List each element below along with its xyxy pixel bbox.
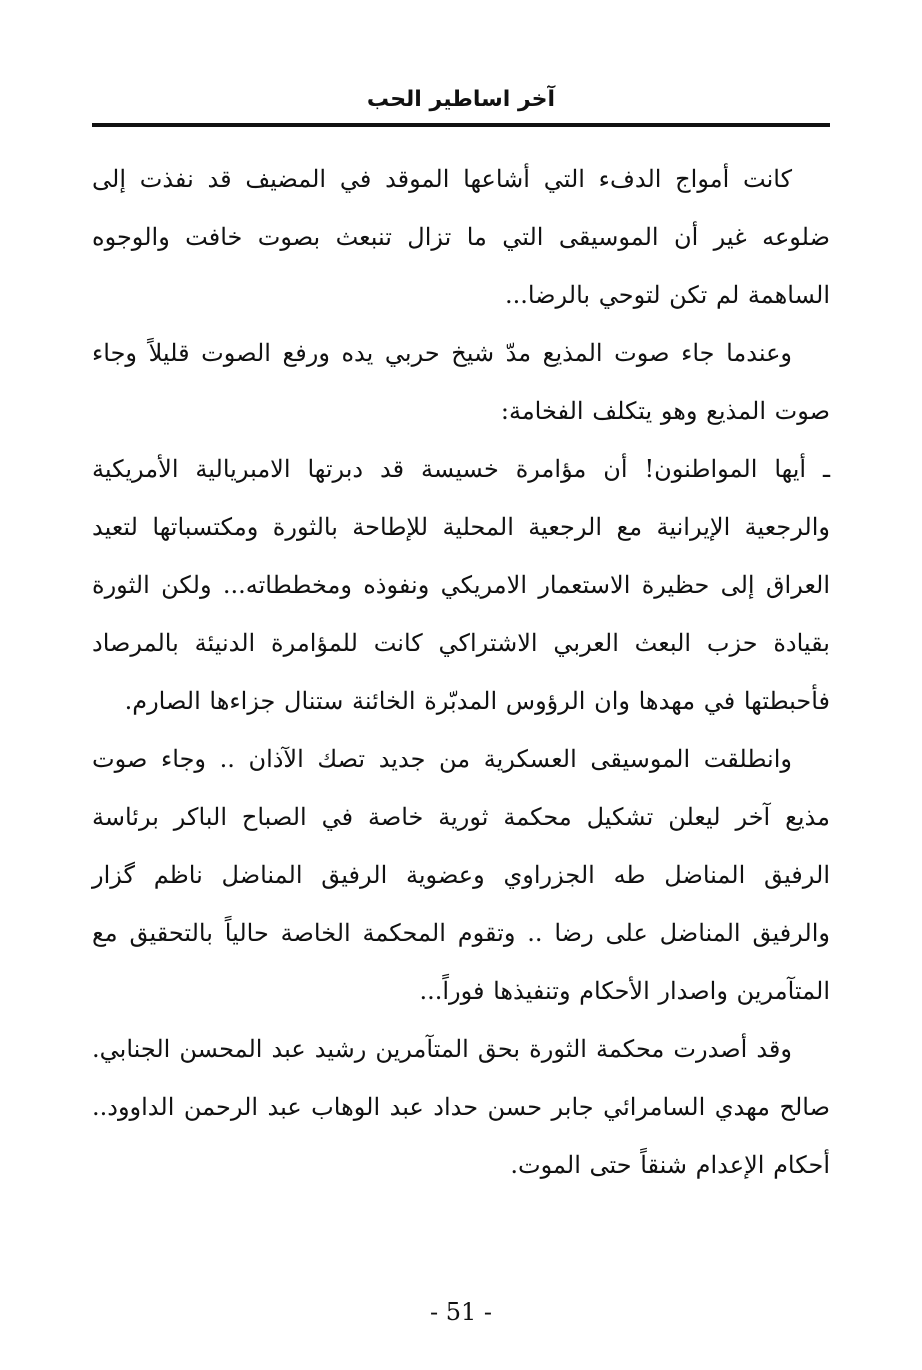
paragraph-3: ـ أيها المواطنون! أن مؤامرة خسيسة قد دبرتها الامبريالية الأمريكية والرجعية الإيرانية مع الرجعية المحلية للإطاحة بالثورة ومكتسباتها لتعيد العراق إلى حظيرة الاستعمار الامريكي ونفوذه ومخططاته... ولكن الثورة بقيادة حزب البعث العربي الاشتراكي كانت للمؤامرة الدنيئة بالمرصاد فأحبطتها في مهدها وان الرؤوس المدبّرة الخائنة ستنال جزاءها الصارم. — [92, 455, 830, 715]
page-number: - 51 - — [429, 1298, 492, 1326]
running-header-title: آخر اساطير الحب — [366, 87, 556, 112]
paragraph-4: وانطلقت الموسيقى العسكرية من جديد تصك الآذان .. وجاء صوت مذيع آخر ليعلن تشكيل محكمة ثورية خاصة في الصباح الباكر برئاسة الرفيق المناضل طه الجزراوي وعضوية الرفيق المناضل ناظم گزار والرفيق المناضل على رضا .. وتقوم المحكمة الخاصة حالياً بالتحقيق مع المتآمرين واصدار الأحكام وتنفيذها فوراً... — [92, 745, 830, 1005]
header-rule — [92, 123, 830, 127]
paragraph-2: وعندما جاء صوت المذيع مدّ شيخ حربي يده ورفع الصوت قليلاً وجاء صوت المذيع وهو يتكلف الفخامة: — [92, 339, 830, 425]
paragraph-1: كانت أمواج الدفء التي أشاعها الموقد في المضيف قد نفذت إلى ضلوعه غير أن الموسيقى التي ما تزال تنبعث بصوت خافت والوجوه الساهمة لم تكن لتوحي بالرضا... — [92, 165, 830, 309]
paragraph-5: وقد أصدرت محكمة الثورة بحق المتآمرين رشيد عبد المحسن الجنابي. صالح مهدي السامرائي جابر حسن حداد عبد الوهاب عبد الرحمن الداوود.. أحكام الإعدام شنقاً حتى الموت. — [92, 1035, 830, 1179]
body-text — [92, 150, 830, 1194]
